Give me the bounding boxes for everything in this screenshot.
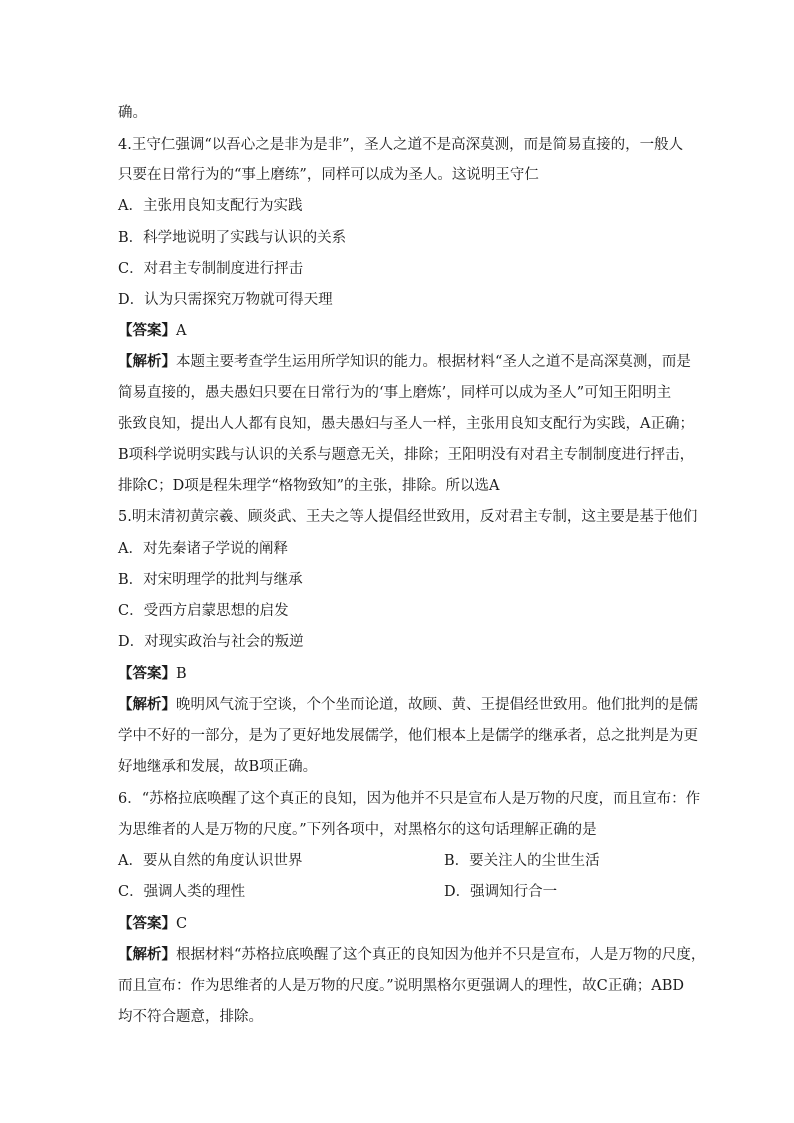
question-6-option-b: B．要关注人的尘世生活 [444,853,600,869]
question-6-option-d: D．强调知行合一 [444,884,558,900]
question-6-explanation-cont: 均不符合题意，排除。 [118,1009,263,1025]
text-line: 确。 [118,105,147,121]
question-4-stem-cont: 只要在日常行为的“事上磨练”，同样可以成为圣人。这说明王守仁 [118,167,539,183]
question-4-answer [118,321,186,341]
answer-value: A [176,323,187,339]
question-6-option-a: A．要从自然的角度认识世界 [118,853,303,869]
question-5-stem: 5.明末清初黄宗羲、顾炎武、王夫之等人提倡经世致用，反对君主专制，这主要是基于他们 [118,509,698,525]
question-5-option-a: A．对先秦诸子学说的阐释 [118,541,288,557]
answer-label: 【答案】 [118,915,176,932]
question-6-explanation-cont: 而且宣布：作为思维者的人是万物的尺度。”说明黑格尔更强调人的理性，故C正确；ABD [118,978,685,994]
explanation-label: 【解析】 [118,946,176,963]
question-4-explanation-cont: 张致良知，提出人人都有良知，愚夫愚妇与圣人一样，主张用良知支配行为实践，A正确； [118,416,694,432]
explanation-text: 本题主要考查学生运用所学知识的能力。根据材料“圣人之道不是高深莫测，而是 [176,354,691,370]
answer-label: 【答案】 [118,322,176,339]
answer-value: C [176,916,188,932]
question-6-option-c: C．强调人类的理性 [118,884,246,900]
question-4-explanation [118,352,691,372]
question-5-option-b: B．对宋明理学的批判与继承 [118,572,303,588]
question-5-explanation-cont: 好地继承和发展，故B项正确。 [118,759,318,775]
question-5-answer [118,664,187,684]
answer-label: 【答案】 [118,665,176,682]
question-5-option-c: C．受西方启蒙思想的启发 [118,603,289,619]
question-4-stem: 4.王守仁强调“以吾心之是非为是非”，圣人之道不是高深莫测，而是简易直接的，一般人 [118,137,684,153]
question-5-explanation-cont: 学中不好的一部分，是为了更好地发展儒学，他们根本上是儒学的继承者，总之批判是为更 [118,728,698,744]
question-4-option-b: B．科学地说明了实践与认识的关系 [118,230,347,246]
question-6-explanation [118,945,705,965]
explanation-text: 根据材料“苏格拉底唤醒了这个真正的良知因为他并不只是宣布，人是万物的尺度， [176,947,706,963]
explanation-text: 晚明风气流于空谈，个个坐而论道，故顾、黄、王提倡经世致用。他们批判的是儒 [176,697,698,713]
question-4-explanation-cont: 排除C；D项是程朱理学“格物致知”的主张，排除。所以选A [118,478,500,494]
question-4-option-d: D．认为只需探究万物就可得天理 [118,292,333,308]
question-6-answer [118,914,187,934]
question-4-option-a: A．主张用良知支配行为实践 [118,198,303,214]
question-6-stem-cont: 为思维者的人是万物的尺度。”下列各项中，对黑格尔的这句话理解正确的是 [118,822,597,838]
question-4-explanation-cont: 简易直接的，愚夫愚妇只要在日常行为的‘事上磨炼’，同样可以成为圣人”可知王阳明主 [118,385,672,401]
question-4-option-c: C．对君主专制制度进行抨击 [118,261,304,277]
question-5-option-d: D．对现实政治与社会的叛逆 [118,634,304,650]
question-5-explanation [118,695,698,715]
explanation-label: 【解析】 [118,353,176,370]
explanation-label: 【解析】 [118,696,176,713]
question-6-stem: 6．“苏格拉底唤醒了这个真正的良知，因为他并不只是宣布人是万物的尺度，而且宣布：作 [118,791,701,807]
question-4-explanation-cont: B项科学说明实践与认识的关系与题意无关，排除；王阳明没有对君主专制制度进行抨击， [118,447,695,463]
answer-value: B [176,666,187,682]
